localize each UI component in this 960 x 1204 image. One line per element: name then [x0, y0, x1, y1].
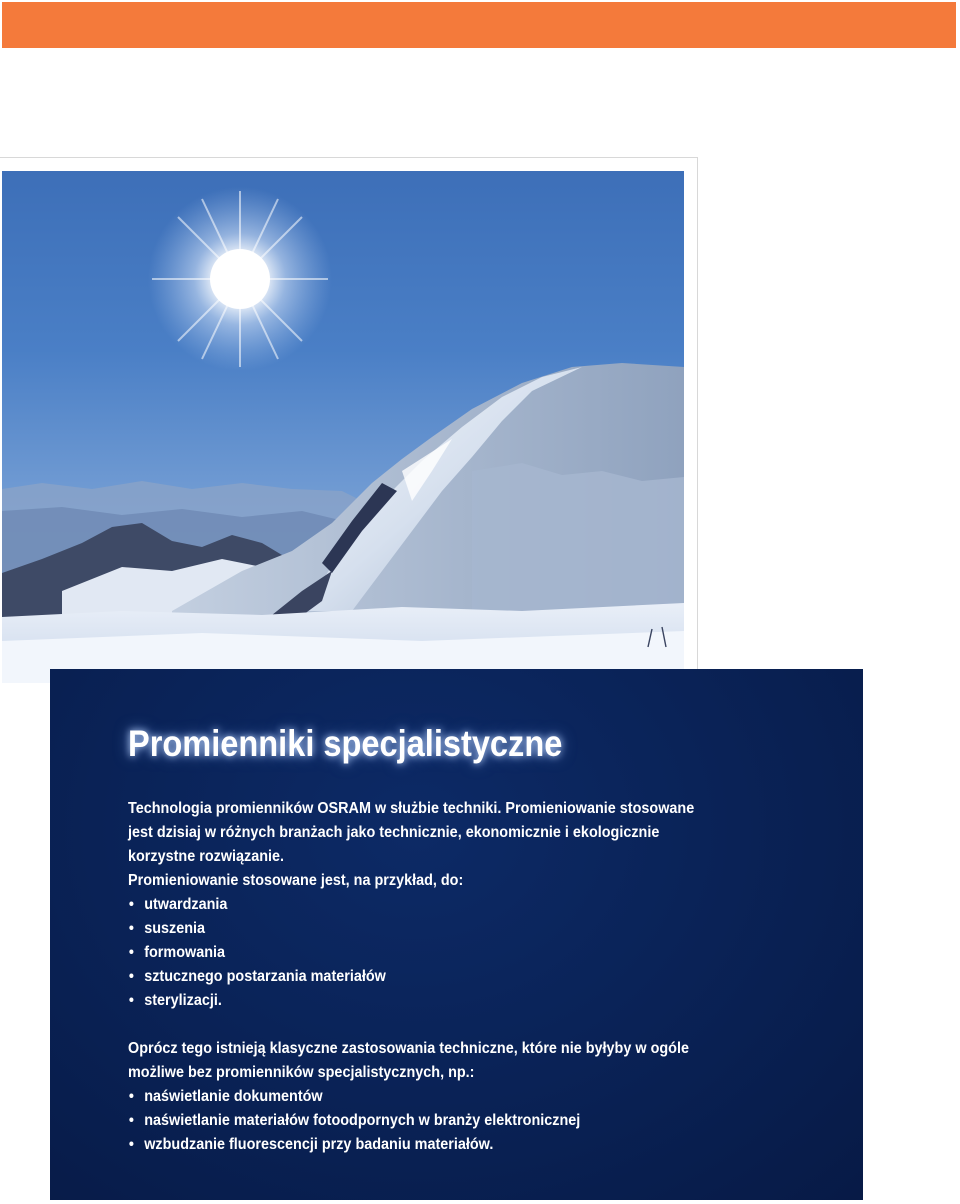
uses-list: [128, 893, 794, 1013]
list-item: [128, 1133, 794, 1157]
list-item-text: formowania: [144, 944, 226, 961]
intro-line: jest dzisiaj w różnych branżach jako technicznie, ekonomicznie i ekologicznie: [128, 824, 660, 841]
list1-lead: Promieniowanie stosowane jest, na przykład, do:: [128, 872, 464, 889]
info-panel: [50, 669, 863, 1200]
para2-line: możliwe bez promienników specjalistycznych, np.:: [128, 1064, 475, 1081]
paragraph-gap: [128, 1013, 794, 1037]
bullet: •: [128, 1112, 134, 1129]
bullet: •: [128, 896, 134, 913]
list-item: [128, 1085, 794, 1109]
intro-line: Technologia promienników OSRAM w służbie techniki. Promieniowanie stosowane: [128, 800, 695, 817]
mountain-photo-graphic: [2, 171, 684, 683]
list-item-text: utwardzania: [144, 896, 228, 913]
classic-uses-list: [128, 1085, 794, 1157]
list-item: [128, 1109, 794, 1133]
list-item-text: wzbudzanie fluorescencji przy badaniu materiałów.: [144, 1136, 494, 1153]
bullet: •: [128, 1088, 134, 1105]
mountain-photo: [2, 171, 684, 683]
list-item: [128, 941, 794, 965]
intro-line: korzystne rozwiązanie.: [128, 848, 285, 865]
bullet: •: [128, 944, 134, 961]
panel-title: Promienniki specjalistyczne: [128, 723, 563, 764]
bullet: •: [128, 992, 134, 1009]
bullet: •: [128, 1136, 134, 1153]
bullet: •: [128, 920, 134, 937]
list-item-text: suszenia: [144, 920, 206, 937]
para2-line: Oprócz tego istnieją klasyczne zastosowania techniczne, które nie byłyby w ogóle: [128, 1040, 689, 1057]
list-item-text: sztucznego postarzania materiałów: [144, 968, 386, 985]
list-item-text: naświetlanie dokumentów: [144, 1088, 323, 1105]
panel-body: [128, 797, 794, 1157]
list-item: [128, 893, 794, 917]
list-item: [128, 917, 794, 941]
list-item-text: naświetlanie materiałów fotoodpornych w branży elektronicznej: [144, 1112, 581, 1129]
list-item: [128, 989, 794, 1013]
list-item: [128, 965, 794, 989]
top-accent-bar: [2, 2, 956, 48]
bullet: •: [128, 968, 134, 985]
list-item-text: sterylizacji.: [144, 992, 222, 1009]
